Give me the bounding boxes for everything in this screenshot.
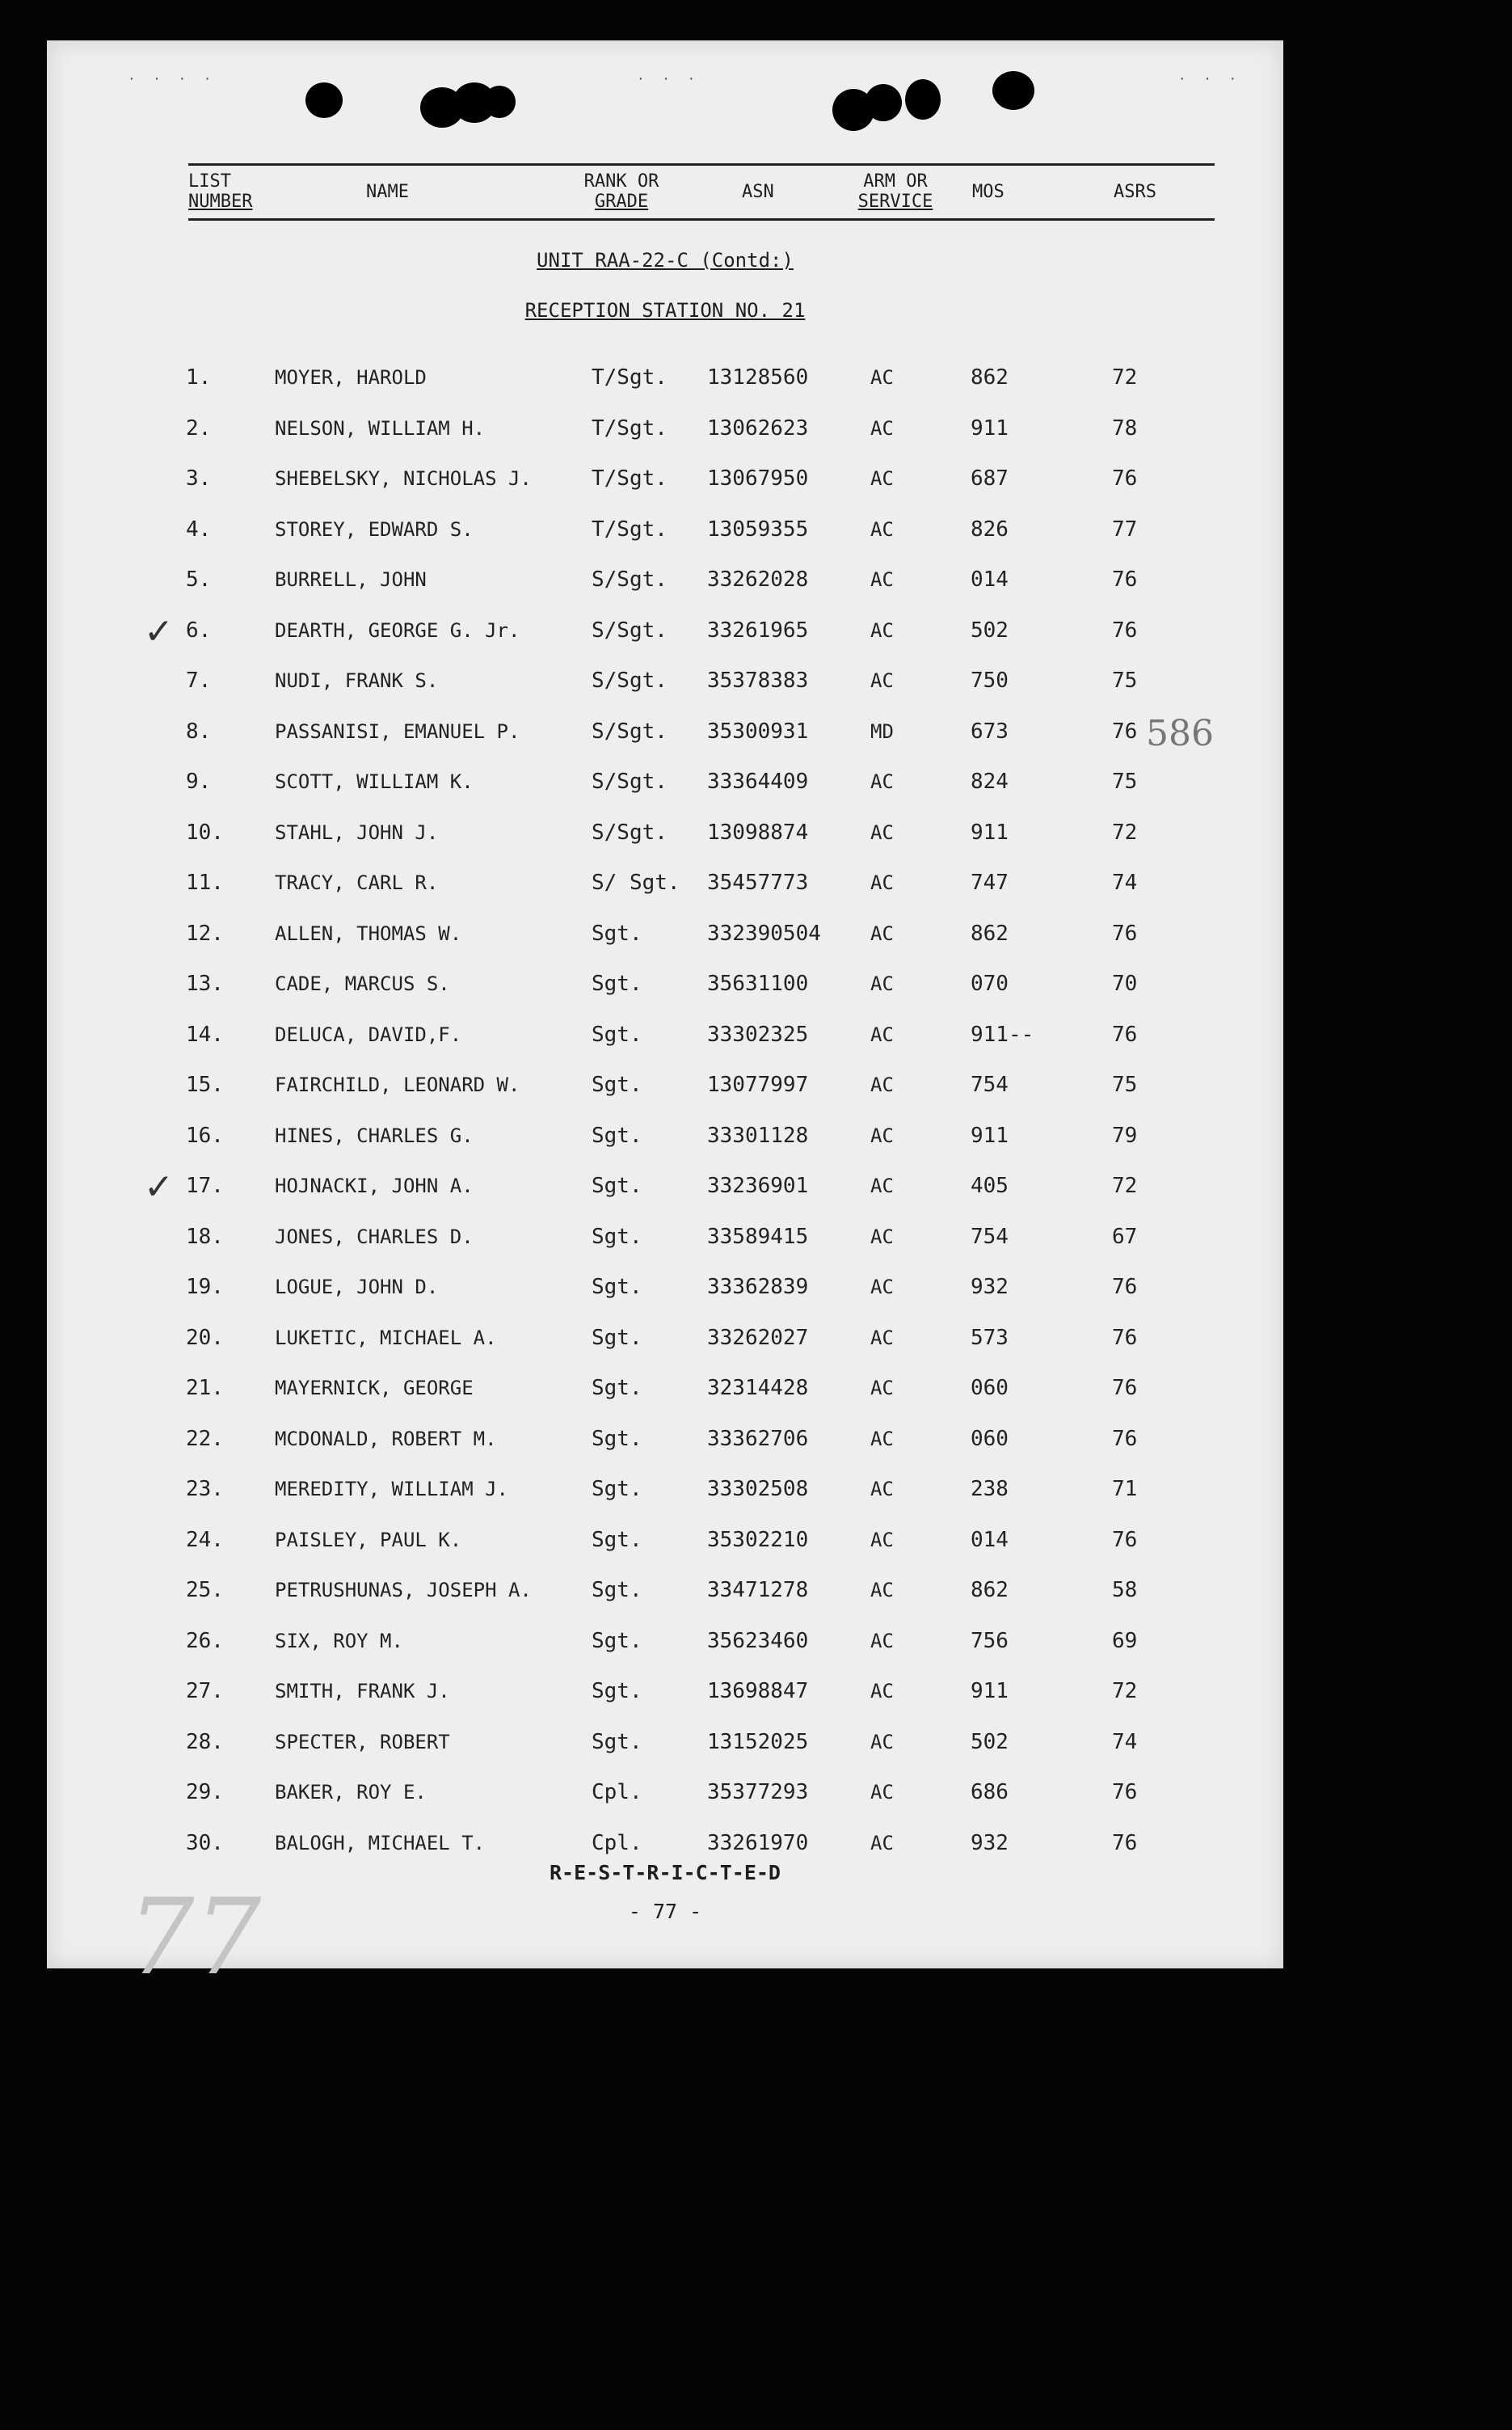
arm-cell: AC (870, 568, 894, 591)
asrs-cell: 76 (1112, 1830, 1138, 1855)
list-number-cell: 8. (186, 719, 212, 744)
list-number-cell: 17. (186, 1174, 224, 1198)
table-row (47, 1161, 1283, 1212)
asrs-cell: 76 (1112, 1426, 1138, 1451)
list-number-cell: 7. (186, 669, 212, 693)
table-row (47, 504, 1283, 555)
mos-cell: 014 (971, 567, 1009, 592)
rank-cell: Sgt. (592, 1679, 642, 1703)
asn-cell: 33589415 (707, 1224, 809, 1249)
mos-cell: 754 (971, 1224, 1009, 1249)
name-cell: BURRELL, JOHN (275, 568, 427, 591)
list-number-cell: 10. (186, 820, 224, 845)
table-row (47, 656, 1283, 707)
list-number-cell: 14. (186, 1022, 224, 1047)
arm-cell: AC (870, 972, 894, 995)
table-row (47, 1262, 1283, 1313)
list-number-cell: 15. (186, 1073, 224, 1097)
table-row (47, 1767, 1283, 1818)
rank-cell: Sgt. (592, 1224, 642, 1249)
asn-cell: 33301128 (707, 1123, 809, 1148)
unit-title: UNIT RAA-22-C (Contd:) (537, 249, 794, 272)
list-number-cell: 21. (186, 1376, 224, 1400)
scan-specks: · · · (1178, 71, 1242, 86)
list-number-cell: 4. (186, 517, 212, 542)
list-number-cell: 5. (186, 567, 212, 592)
arm-cell: AC (870, 1680, 894, 1702)
asn-cell: 35631100 (707, 972, 809, 996)
arm-cell: AC (870, 1528, 894, 1551)
punch-hole (905, 79, 941, 120)
name-cell: MEREDITY, WILLIAM J. (275, 1478, 508, 1500)
mos-cell: 747 (971, 871, 1009, 895)
table-row (47, 1717, 1283, 1768)
asrs-cell: 76 (1112, 1376, 1138, 1400)
name-cell: SMITH, FRANK J. (275, 1680, 450, 1702)
punch-hole (483, 86, 516, 118)
mos-cell: 911 (971, 1679, 1009, 1703)
asrs-cell: 76 (1112, 1022, 1138, 1047)
arm-cell: AC (870, 416, 894, 440)
rank-cell: Sgt. (592, 921, 642, 946)
header-mos: MOS (972, 182, 1004, 202)
name-cell: BALOGH, MICHAEL T. (275, 1831, 486, 1854)
arm-cell: AC (870, 1781, 894, 1804)
mos-cell: 824 (971, 770, 1009, 794)
asn-cell: 33362706 (707, 1426, 809, 1451)
table-row (47, 1010, 1283, 1061)
arm-cell: AC (870, 922, 894, 945)
name-cell: MAYERNICK, GEORGE (275, 1377, 474, 1399)
mos-cell: 911 (971, 820, 1009, 845)
mos-cell: 911 (971, 416, 1009, 441)
asrs-cell: 76 (1112, 567, 1138, 592)
check-mark-icon: ✓ (144, 1166, 174, 1208)
table-row (47, 959, 1283, 1010)
arm-cell: AC (870, 1276, 894, 1298)
rank-cell: Sgt. (592, 1628, 642, 1653)
arm-cell: AC (870, 1831, 894, 1854)
list-number-cell: 29. (186, 1780, 224, 1804)
asrs-cell: 74 (1112, 871, 1138, 895)
asn-cell: 35378383 (707, 669, 809, 693)
asrs-cell: 76 (1112, 719, 1138, 744)
header-top-rule (188, 163, 1215, 166)
asrs-cell: 75 (1112, 1073, 1138, 1097)
list-number-cell: 19. (186, 1275, 224, 1299)
list-number-cell: 18. (186, 1224, 224, 1249)
mos-cell: 750 (971, 669, 1009, 693)
mos-cell: 862 (971, 365, 1009, 390)
asn-cell: 33262027 (707, 1325, 809, 1350)
mos-cell: 238 (971, 1477, 1009, 1501)
name-cell: SCOTT, WILLIAM K. (275, 770, 474, 793)
table-row (47, 1060, 1283, 1111)
arm-cell: AC (870, 669, 894, 692)
mos-cell: 573 (971, 1325, 1009, 1350)
asrs-cell: 78 (1112, 416, 1138, 441)
name-cell: ALLEN, THOMAS W. (275, 922, 462, 945)
asn-cell: 13128560 (707, 365, 809, 390)
asn-cell: 332390504 (707, 921, 821, 946)
table-row (47, 909, 1283, 960)
mos-cell: 060 (971, 1376, 1009, 1400)
mos-cell: 687 (971, 466, 1009, 491)
arm-cell: AC (870, 1629, 894, 1652)
arm-cell: AC (870, 1023, 894, 1046)
rank-cell: T/Sgt. (592, 517, 668, 542)
list-number-cell: 26. (186, 1628, 224, 1653)
header-name: NAME (366, 182, 409, 202)
rank-cell: Sgt. (592, 1376, 642, 1400)
rank-cell: S/Sgt. (592, 567, 668, 592)
arm-cell: AC (870, 1730, 894, 1753)
arm-cell: AC (870, 1175, 894, 1197)
asrs-cell: 72 (1112, 1174, 1138, 1198)
asrs-cell: 76 (1112, 618, 1138, 643)
name-cell: PAISLEY, PAUL K. (275, 1528, 462, 1551)
rank-cell: T/Sgt. (592, 416, 668, 441)
list-number-cell: 11. (186, 871, 224, 895)
table-row (47, 352, 1283, 403)
arm-cell: AC (870, 1074, 894, 1096)
rank-cell: Sgt. (592, 1022, 642, 1047)
rank-cell: Cpl. (592, 1830, 642, 1855)
mos-cell: 862 (971, 921, 1009, 946)
table-row (47, 1414, 1283, 1465)
table-row (47, 555, 1283, 605)
rank-cell: Sgt. (592, 1578, 642, 1602)
arm-cell: AC (870, 871, 894, 894)
arm-cell: AC (870, 517, 894, 541)
table-row (47, 1666, 1283, 1717)
asrs-cell: 72 (1112, 365, 1138, 390)
asrs-cell: 76 (1112, 1325, 1138, 1350)
check-mark-icon: ✓ (144, 610, 174, 652)
table-row (47, 1565, 1283, 1616)
rank-cell: S/Sgt. (592, 719, 668, 744)
arm-cell: AC (870, 366, 894, 389)
asn-cell: 33236901 (707, 1174, 809, 1198)
name-cell: LOGUE, JOHN D. (275, 1276, 439, 1298)
asrs-cell: 72 (1112, 820, 1138, 845)
rank-cell: S/Sgt. (592, 618, 668, 643)
asn-cell: 33302325 (707, 1022, 809, 1047)
header-list-number: LIST NUMBER (188, 171, 253, 212)
mos-cell: 754 (971, 1073, 1009, 1097)
asrs-cell: 74 (1112, 1729, 1138, 1754)
asn-cell: 33471278 (707, 1578, 809, 1602)
table-row (47, 858, 1283, 909)
roster-list (47, 352, 1283, 1868)
header-asn: ASN (742, 182, 774, 202)
mos-cell: 014 (971, 1527, 1009, 1552)
name-cell: LUKETIC, MICHAEL A. (275, 1326, 497, 1349)
asrs-cell: 76 (1112, 921, 1138, 946)
name-cell: MOYER, HAROLD (275, 366, 427, 389)
list-number-cell: 23. (186, 1477, 224, 1501)
rank-cell: Sgt. (592, 972, 642, 996)
mos-cell: 911 (971, 1123, 1009, 1148)
table-row (47, 707, 1283, 757)
asn-cell: 13698847 (707, 1679, 809, 1703)
arm-cell: MD (870, 719, 894, 743)
arm-cell: AC (870, 1427, 894, 1450)
asn-cell: 35457773 (707, 871, 809, 895)
rank-cell: S/Sgt. (592, 669, 668, 693)
table-row (47, 1363, 1283, 1414)
scan-specks: · · · · (128, 71, 217, 86)
name-cell: JONES, CHARLES D. (275, 1225, 474, 1248)
list-number-cell: 2. (186, 416, 212, 441)
name-cell: BAKER, ROY E. (275, 1781, 427, 1804)
mos-cell: 673 (971, 719, 1009, 744)
name-cell: CADE, MARCUS S. (275, 972, 450, 995)
asrs-cell: 71 (1112, 1477, 1138, 1501)
arm-cell: AC (870, 467, 894, 490)
mos-cell: 911-- (971, 1022, 1034, 1047)
name-cell: NELSON, WILLIAM H. (275, 416, 486, 440)
rank-cell: S/Sgt. (592, 820, 668, 845)
asn-cell: 35623460 (707, 1628, 809, 1653)
list-number-cell: 27. (186, 1679, 224, 1703)
arm-cell: AC (870, 770, 894, 793)
arm-cell: AC (870, 1124, 894, 1147)
name-cell: DEARTH, GEORGE G. Jr. (275, 618, 520, 642)
asn-cell: 33261965 (707, 618, 809, 643)
table-row (47, 1515, 1283, 1566)
rank-cell: Sgt. (592, 1527, 642, 1552)
name-cell: SIX, ROY M. (275, 1629, 403, 1652)
rank-cell: Sgt. (592, 1073, 642, 1097)
document-page (47, 40, 1283, 1998)
asn-cell: 13059355 (707, 517, 809, 542)
name-cell: SHEBELSKY, NICHOLAS J. (275, 467, 532, 490)
asrs-cell: 76 (1112, 1275, 1138, 1299)
asn-cell: 33364409 (707, 770, 809, 794)
list-number-cell: 28. (186, 1729, 224, 1754)
asrs-cell: 79 (1112, 1123, 1138, 1148)
margin-page-number: 586 (1146, 713, 1214, 754)
asn-cell: 13077997 (707, 1073, 809, 1097)
mos-cell: 826 (971, 517, 1009, 542)
asrs-cell: 76 (1112, 466, 1138, 491)
name-cell: STOREY, EDWARD S. (275, 517, 474, 541)
header-arm: ARM OR SERVICE (857, 171, 933, 212)
rank-cell: T/Sgt. (592, 466, 668, 491)
asn-cell: 33362839 (707, 1275, 809, 1299)
asn-cell: 35302210 (707, 1527, 809, 1552)
punch-hole (305, 82, 343, 118)
table-row (47, 757, 1283, 808)
mos-cell: 862 (971, 1578, 1009, 1602)
mos-cell: 405 (971, 1174, 1009, 1198)
table-row (47, 808, 1283, 859)
name-cell: HINES, CHARLES G. (275, 1124, 474, 1147)
header-bottom-rule (188, 218, 1215, 221)
restricted-label: R-E-S-T-R-I-C-T-E-D (550, 1861, 781, 1884)
list-number-cell: 24. (186, 1527, 224, 1552)
asrs-cell: 70 (1112, 972, 1138, 996)
name-cell: STAHL, JOHN J. (275, 821, 439, 844)
rank-cell: Sgt. (592, 1426, 642, 1451)
asn-cell: 32314428 (707, 1376, 809, 1400)
table-row (47, 1212, 1283, 1263)
rank-cell: Sgt. (592, 1477, 642, 1501)
list-number-cell: 12. (186, 921, 224, 946)
punch-hole (992, 71, 1034, 110)
name-cell: PASSANISI, EMANUEL P. (275, 719, 520, 743)
name-cell: MCDONALD, ROBERT M. (275, 1427, 497, 1450)
list-number-cell: 30. (186, 1830, 224, 1855)
list-number-cell: 16. (186, 1123, 224, 1148)
asrs-cell: 69 (1112, 1628, 1138, 1653)
list-number-cell: 20. (186, 1325, 224, 1350)
table-row (47, 1616, 1283, 1667)
name-cell: NUDI, FRANK S. (275, 669, 439, 692)
table-row (47, 1111, 1283, 1162)
arm-cell: AC (870, 1579, 894, 1601)
rank-cell: S/Sgt. (592, 770, 668, 794)
mos-cell: 932 (971, 1275, 1009, 1299)
list-number-cell: 9. (186, 770, 212, 794)
name-cell: TRACY, CARL R. (275, 871, 439, 894)
arm-cell: AC (870, 618, 894, 642)
asrs-cell: 72 (1112, 1679, 1138, 1703)
asn-cell: 13152025 (707, 1729, 809, 1754)
table-row (47, 1313, 1283, 1364)
name-cell: DELUCA, DAVID,F. (275, 1023, 462, 1046)
arm-cell: AC (870, 1377, 894, 1399)
list-number-cell: 1. (186, 365, 212, 390)
name-cell: SPECTER, ROBERT (275, 1730, 450, 1753)
asn-cell: 13062623 (707, 416, 809, 441)
mos-cell: 686 (971, 1780, 1009, 1804)
asn-cell: 33302508 (707, 1477, 809, 1501)
name-cell: FAIRCHILD, LEONARD W. (275, 1074, 520, 1096)
page-number: - 77 - (628, 1900, 702, 1923)
punch-hole (865, 84, 902, 121)
asrs-cell: 75 (1112, 669, 1138, 693)
station-title: RECEPTION STATION NO. 21 (524, 299, 806, 322)
rank-cell: Sgt. (592, 1729, 642, 1754)
rank-cell: Sgt. (592, 1325, 642, 1350)
arm-cell: AC (870, 1225, 894, 1248)
asrs-cell: 76 (1112, 1780, 1138, 1804)
arm-cell: AC (870, 821, 894, 844)
asrs-cell: 76 (1112, 1527, 1138, 1552)
name-cell: HOJNACKI, JOHN A. (275, 1175, 474, 1197)
asn-cell: 35300931 (707, 719, 809, 744)
rank-cell: Sgt. (592, 1174, 642, 1198)
mos-cell: 756 (971, 1628, 1009, 1653)
mos-cell: 932 (971, 1830, 1009, 1855)
mos-cell: 060 (971, 1426, 1009, 1451)
rank-cell: Sgt. (592, 1123, 642, 1148)
asrs-cell: 77 (1112, 517, 1138, 542)
rank-cell: T/Sgt. (592, 365, 668, 390)
name-cell: PETRUSHUNAS, JOSEPH A. (275, 1579, 532, 1601)
scan-specks: · · · (637, 71, 701, 86)
rank-cell: Cpl. (592, 1780, 642, 1804)
list-number-cell: 3. (186, 466, 212, 491)
arm-cell: AC (870, 1326, 894, 1349)
table-row (47, 454, 1283, 504)
list-number-cell: 22. (186, 1426, 224, 1451)
asrs-cell: 75 (1112, 770, 1138, 794)
rank-cell: Sgt. (592, 1275, 642, 1299)
mos-cell: 502 (971, 618, 1009, 643)
list-number-cell: 6. (186, 618, 212, 643)
header-rank: RANK OR GRADE (583, 171, 659, 212)
asrs-cell: 58 (1112, 1578, 1138, 1602)
header-asrs: ASRS (1114, 182, 1156, 202)
table-row (47, 403, 1283, 454)
rank-cell: S/ Sgt. (592, 871, 680, 895)
asn-cell: 35377293 (707, 1780, 809, 1804)
list-number-cell: 13. (186, 972, 224, 996)
arm-cell: AC (870, 1478, 894, 1500)
asrs-cell: 67 (1112, 1224, 1138, 1249)
asn-cell: 13067950 (707, 466, 809, 491)
asn-cell: 13098874 (707, 820, 809, 845)
asn-cell: 33261970 (707, 1830, 809, 1855)
mos-cell: 070 (971, 972, 1009, 996)
mos-cell: 502 (971, 1729, 1009, 1754)
handwritten-mark: 77 (128, 1875, 262, 1998)
table-row (47, 605, 1283, 656)
table-row (47, 1464, 1283, 1515)
list-number-cell: 25. (186, 1578, 224, 1602)
asn-cell: 33262028 (707, 567, 809, 592)
